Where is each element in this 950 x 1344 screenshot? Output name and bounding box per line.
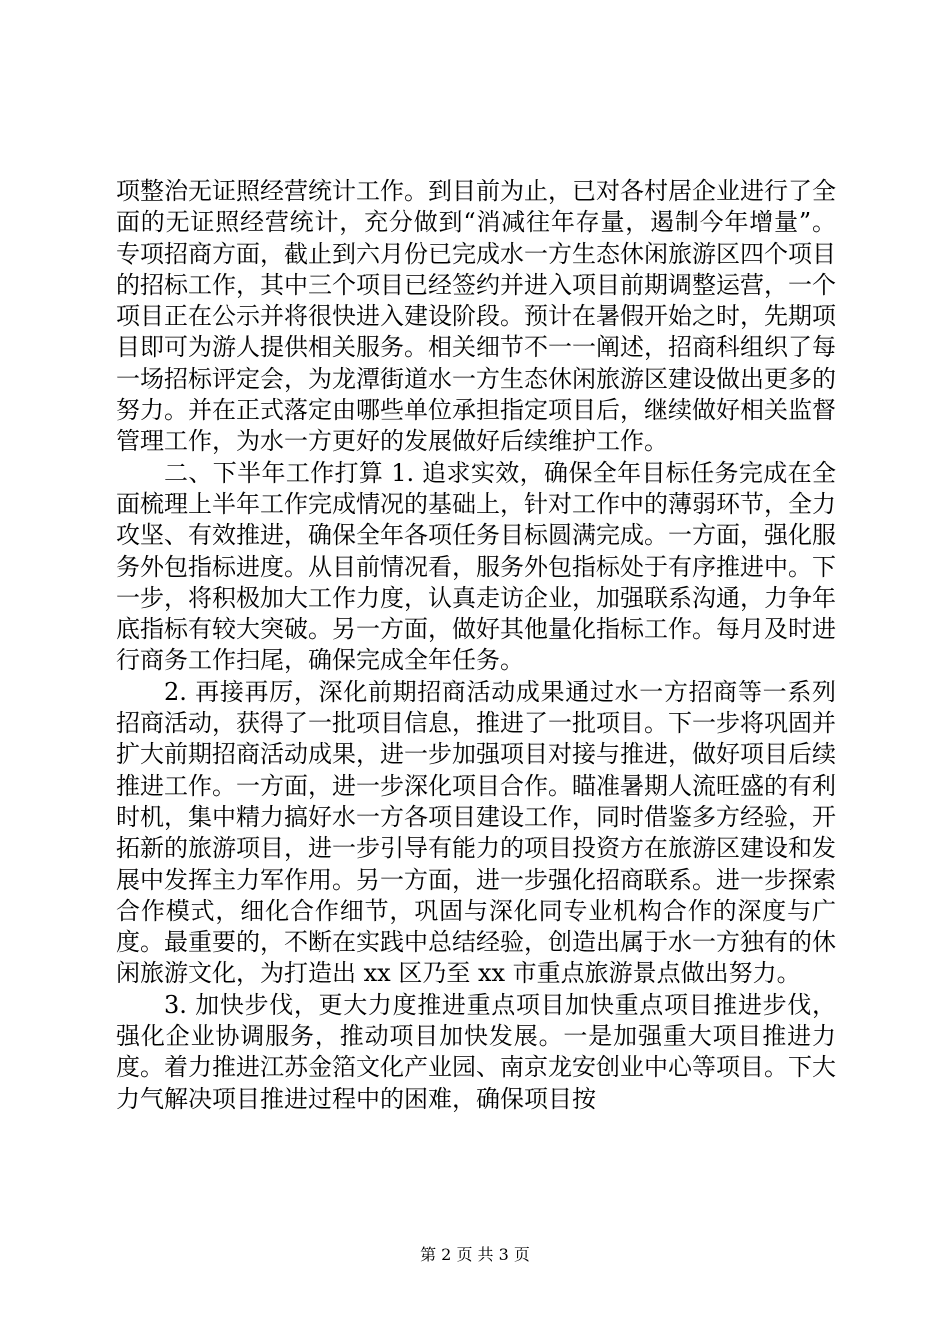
- paragraph-second-half-plan: 二、下半年工作打算 1. 追求实效，确保全年目标任务完成在全面梳理上半年工作完成情况的基础上，针对工作中的薄弱环节，全力攻坚、有效推进，确保全年各项任务目标圆满完成。一方面，强化服务外包指标进度。从目前情况看，服务外包指标处于有序推进中。下一步，将积极加大工作力度，认真走访企业，加强联系沟通，力争年底指标有较大突破。另一方面，做好其他量化指标工作。每月及时进行商务工作扫尾，确保完成全年任务。: [116, 458, 836, 675]
- paragraph-continuation: 项整治无证照经营统计工作。到目前为止，已对各村居企业进行了全面的无证照经营统计，充分做到“消减往年存量，遏制今年增量”。专项招商方面，截止到六月份已完成水一方生态休闲旅游区四个项目的招标工作，其中三个项目已经签约并进入项目前期调整运营，一个项目正在公示并将很快进入建设阶段。预计在暑假开始之时，先期项目即可为游人提供相关服务。相关细节不一一阐述，招商科组织了每一场招标评定会，为龙潭街道水一方生态休闲旅游区建设做出更多的努力。并在正式落定由哪些单位承担指定项目后，继续做好相关监督管理工作，为水一方更好的发展做好后续维护工作。: [116, 177, 836, 456]
- paragraph-key-projects: 3. 加快步伐，更大力度推进重点项目加快重点项目推进步伐，强化企业协调服务，推动项目加快发展。一是加强重大项目推进力度。着力推进江苏金箔文化产业园、南京龙安创业中心等项目。下大力气解决项目推进过程中的困难，确保项目按: [116, 990, 836, 1113]
- document-body: [116, 176, 836, 1115]
- page-number-footer: 第 2 页 共 3 页: [420, 1245, 530, 1264]
- paragraph-investment-results: 2. 再接再厉，深化前期招商活动成果通过水一方招商等一系列招商活动，获得了一批项目信息，推进了一批项目。下一步将巩固并扩大前期招商活动成果，进一步加强项目对接与推进，做好项目后续推进工作。一方面，进一步深化项目合作。瞄准暑期人流旺盛的有利时机，集中精力搞好水一方各项目建设工作，同时借鉴多方经验，开拓新的旅游项目，进一步引导有能力的项目投资方在旅游区建设和发展中发挥主力军作用。另一方面，进一步强化招商联系。进一步探索合作模式，细化合作细节，巩固与深化同专业机构合作的深度与广度。最重要的，不断在实践中总结经验，创造出属于水一方独有的休闲旅游文化，为打造出 xx 区乃至 xx 市重点旅游景点做出努力。: [116, 677, 836, 988]
